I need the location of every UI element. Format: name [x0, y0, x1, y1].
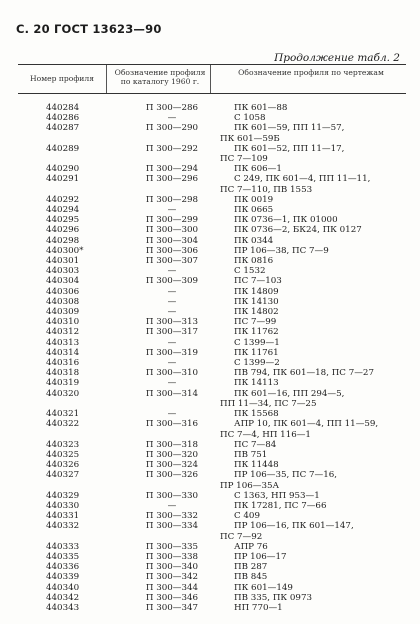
- profile-number-cell: 440319: [46, 378, 80, 389]
- profile-number-cell: 440330: [46, 500, 80, 511]
- drawing-designation-line: ПК 17281, ПС 7—66: [234, 500, 327, 511]
- drawing-designation-cell: [220, 368, 406, 378]
- catalog-designation-cell: —: [167, 500, 177, 511]
- table-row: [18, 297, 406, 307]
- drawing-designation-line: ПК 601—16, ПП 294—5,: [234, 388, 345, 399]
- profile-number-cell: 440286: [46, 113, 80, 124]
- drawing-designation-line: ПК 0816: [234, 256, 274, 267]
- catalog-designation-cell: П 300—294: [145, 164, 199, 175]
- profile-number-cell: 440287: [46, 123, 80, 134]
- drawing-designation-line: ПС 7—109: [220, 154, 268, 165]
- profile-number-cell: 440298: [46, 235, 80, 246]
- drawing-designation-line: С 1399—1: [234, 337, 280, 348]
- profile-number-cell: 440322: [46, 419, 80, 430]
- table-row: [18, 246, 406, 256]
- profile-number-cell: 440300*: [46, 245, 84, 256]
- profile-number-cell: 440295: [46, 215, 80, 226]
- catalog-designation-cell: П 300—332: [145, 511, 199, 522]
- drawing-designation-cell: [220, 276, 406, 286]
- table-row: [18, 552, 406, 562]
- drawing-designation-cell: [220, 358, 406, 368]
- table-row: [18, 583, 406, 593]
- catalog-designation-cell: П 300—342: [145, 572, 199, 583]
- catalog-designation-cell: П 300—318: [145, 439, 199, 450]
- table-row: [18, 205, 406, 215]
- drawing-designation-cell: [220, 103, 406, 113]
- drawing-designation-cell: [220, 327, 406, 337]
- profile-number-cell: 440301: [46, 256, 80, 267]
- table-continuation-label: Продолжение табл. 2: [274, 52, 400, 64]
- drawing-designation-line: ПС 7—84: [234, 439, 277, 450]
- column-divider: [106, 65, 107, 93]
- table-row: [18, 511, 406, 521]
- profiles-table: [18, 103, 406, 613]
- profile-number-cell: 440310: [46, 317, 80, 328]
- table-row: [18, 338, 406, 348]
- drawing-designation-cell: [220, 470, 406, 490]
- profile-number-cell: 440343: [46, 602, 80, 613]
- table-row: [18, 164, 406, 174]
- drawing-designation-cell: [220, 317, 406, 327]
- table-row: [18, 491, 406, 501]
- catalog-designation-cell: П 300—299: [145, 215, 199, 226]
- catalog-designation-cell: П 300—319: [145, 347, 199, 358]
- table-row: [18, 225, 406, 235]
- drawing-designation-line: ПК 606—1: [234, 164, 282, 175]
- table-row: [18, 215, 406, 225]
- drawing-designation-cell: [220, 266, 406, 276]
- drawing-designation-cell: [220, 174, 406, 194]
- profile-number-cell: 440292: [46, 194, 80, 205]
- catalog-designation-cell: П 300—313: [145, 317, 199, 328]
- table-row: [18, 460, 406, 470]
- profile-number-cell: 440333: [46, 541, 80, 552]
- profile-number-cell: 440318: [46, 368, 80, 379]
- catalog-designation-cell: П 300—317: [145, 327, 199, 338]
- drawing-designation-line: ПР 106—35, ПС 7—16,: [234, 470, 338, 481]
- drawing-designation-line: С 409: [234, 511, 260, 522]
- profile-number-cell: 440309: [46, 307, 80, 318]
- drawing-designation-line: С 1399—2: [234, 358, 280, 369]
- drawing-designation-cell: [220, 378, 406, 388]
- drawing-designation-cell: [220, 307, 406, 317]
- catalog-designation-cell: П 300—292: [145, 143, 199, 154]
- drawing-designation-line: ПС 7—99: [234, 317, 277, 328]
- drawing-designation-cell: [220, 450, 406, 460]
- drawing-designation-line: ПК 601—52, ПП 11—17,: [234, 143, 345, 154]
- drawing-designation-cell: [220, 511, 406, 521]
- table-row: [18, 103, 406, 113]
- catalog-designation-cell: П 300—310: [145, 368, 199, 379]
- profile-number-cell: 440306: [46, 286, 80, 297]
- catalog-designation-cell: П 300—298: [145, 194, 199, 205]
- catalog-designation-cell: П 300—290: [145, 123, 199, 134]
- profile-number-cell: 440327: [46, 470, 80, 481]
- drawing-designation-line: ПК 14809: [234, 286, 279, 297]
- drawing-designation-line: АПР 76: [234, 541, 268, 552]
- drawing-designation-line: ПК 601—59Б: [220, 133, 280, 144]
- table-row: [18, 572, 406, 582]
- drawing-designation-line: ПВ 794, ПК 601—18, ПС 7—27: [234, 368, 374, 379]
- table-row: [18, 409, 406, 419]
- table-row: [18, 266, 406, 276]
- drawing-designation-line: ПК 11761: [234, 347, 279, 358]
- drawing-designation-line: АПР 10, ПК 601—4, ПП 11—59,: [234, 419, 379, 430]
- table-row: [18, 276, 406, 286]
- table-row: [18, 256, 406, 266]
- drawing-designation-line: ПК 0019: [234, 194, 274, 205]
- catalog-designation-cell: П 300—324: [145, 460, 199, 471]
- drawing-designation-cell: [220, 164, 406, 174]
- catalog-designation-cell: П 300—346: [145, 592, 199, 603]
- column-header-drawings: Обозначение профиля по чертежам: [238, 68, 384, 77]
- catalog-designation-cell: —: [167, 337, 177, 348]
- table-row: [18, 470, 406, 490]
- profile-number-cell: 440331: [46, 511, 80, 522]
- header-bottom-rule: [18, 93, 406, 94]
- catalog-designation-cell: П 300—296: [145, 174, 199, 185]
- catalog-designation-cell: П 300—338: [145, 551, 199, 562]
- profile-number-cell: 440339: [46, 572, 80, 583]
- catalog-designation-cell: П 300—335: [145, 541, 199, 552]
- table-row: [18, 195, 406, 205]
- catalog-designation-cell: П 300—320: [145, 449, 199, 460]
- drawing-designation-cell: [220, 225, 406, 235]
- profile-number-cell: 440323: [46, 439, 80, 450]
- table-row: [18, 174, 406, 194]
- profile-number-cell: 440294: [46, 205, 80, 216]
- profile-number-cell: 440290: [46, 164, 80, 175]
- drawing-designation-line: ПК 601—88: [234, 103, 288, 113]
- drawing-designation-cell: [220, 593, 406, 603]
- drawing-designation-cell: [220, 195, 406, 205]
- table-row: [18, 603, 406, 613]
- profile-number-cell: 440289: [46, 143, 80, 154]
- table-row: [18, 327, 406, 337]
- table-row: [18, 236, 406, 246]
- profile-number-cell: 440329: [46, 490, 80, 501]
- drawing-designation-line: ПК 0665: [234, 205, 274, 216]
- drawing-designation-line: ПК 14113: [234, 378, 279, 389]
- drawing-designation-cell: [220, 460, 406, 470]
- catalog-designation-cell: П 300—314: [145, 388, 199, 399]
- drawing-designation-cell: [220, 562, 406, 572]
- catalog-designation-cell: П 300—344: [145, 582, 199, 593]
- drawing-designation-line: С 1363, НП 953—1: [234, 490, 320, 501]
- catalog-designation-cell: —: [167, 266, 177, 277]
- table-row: [18, 440, 406, 450]
- drawing-designation-cell: [220, 552, 406, 562]
- drawing-designation-line: ПР 106—38, ПС 7—9: [234, 245, 329, 256]
- profile-number-cell: 440296: [46, 225, 80, 236]
- catalog-designation-cell: П 300—309: [145, 276, 199, 287]
- drawing-designation-line: С 1058: [234, 113, 266, 124]
- catalog-designation-cell: П 300—307: [145, 256, 199, 267]
- profile-number-cell: 440321: [46, 409, 80, 420]
- profile-number-cell: 440303: [46, 266, 80, 277]
- drawing-designation-line: ПК 11762: [234, 327, 279, 338]
- drawing-designation-cell: [220, 440, 406, 450]
- drawing-designation-line: ПК 601—59, ПП 11—57,: [234, 123, 345, 134]
- catalog-designation-cell: П 300—304: [145, 235, 199, 246]
- profile-number-cell: 440340: [46, 582, 80, 593]
- drawing-designation-cell: [220, 287, 406, 297]
- drawing-designation-cell: [220, 419, 406, 439]
- profile-number-cell: 440291: [46, 174, 80, 185]
- drawing-designation-cell: [220, 297, 406, 307]
- drawing-designation-cell: [220, 389, 406, 409]
- table-row: [18, 348, 406, 358]
- profile-number-cell: 440313: [46, 337, 80, 348]
- profile-number-cell: 440335: [46, 551, 80, 562]
- drawing-designation-line: ПК 15568: [234, 409, 279, 420]
- table-row: [18, 450, 406, 460]
- profile-number-cell: 440304: [46, 276, 80, 287]
- drawing-designation-cell: [220, 113, 406, 123]
- drawing-designation-line: ПВ 751: [234, 449, 268, 460]
- drawing-designation-line: ПС 7—92: [220, 531, 263, 542]
- drawing-designation-line: ПР 106—16, ПК 601—147,: [234, 521, 354, 532]
- drawing-designation-cell: [220, 348, 406, 358]
- drawing-designation-cell: [220, 144, 406, 164]
- catalog-designation-cell: П 300—316: [145, 419, 199, 430]
- drawing-designation-cell: [220, 246, 406, 256]
- catalog-designation-cell: П 300—347: [145, 602, 199, 613]
- table-row: [18, 521, 406, 541]
- drawing-designation-cell: [220, 256, 406, 266]
- profile-number-cell: 440325: [46, 449, 80, 460]
- table-row: [18, 144, 406, 164]
- drawing-designation-line: ПВ 335, ПК 0973: [234, 592, 312, 603]
- profile-number-cell: 440314: [46, 347, 80, 358]
- table-row: [18, 389, 406, 409]
- drawing-designation-line: ПС 7—103: [234, 276, 282, 287]
- drawing-designation-line: ПВ 845: [234, 572, 268, 583]
- drawing-designation-line: ПК 0736—2, БК24, ПК 0127: [234, 225, 362, 236]
- catalog-designation-cell: П 300—330: [145, 490, 199, 501]
- column-header-catalog: Обозначение профиля по каталогу 1960 г.: [114, 68, 206, 86]
- profile-number-cell: 440316: [46, 358, 80, 369]
- table-row: [18, 501, 406, 511]
- drawing-designation-line: С 249, ПК 601—4, ПП 11—11,: [234, 174, 371, 185]
- table-row: [18, 562, 406, 572]
- column-header-profile-number: Номер профиля: [30, 74, 94, 83]
- drawing-designation-line: ПК 14130: [234, 296, 279, 307]
- catalog-designation-cell: —: [167, 113, 177, 124]
- table-row: [18, 368, 406, 378]
- catalog-designation-cell: —: [167, 296, 177, 307]
- drawing-designation-line: ПП 11—34, ПС 7—25: [220, 398, 317, 409]
- catalog-designation-cell: П 300—340: [145, 562, 199, 573]
- profile-number-cell: 440336: [46, 562, 80, 573]
- drawing-designation-cell: [220, 236, 406, 246]
- table-row: [18, 542, 406, 552]
- drawing-designation-line: НП 770—1: [234, 602, 283, 613]
- catalog-designation-cell: П 300—300: [145, 225, 199, 236]
- drawing-designation-cell: [220, 521, 406, 541]
- drawing-designation-line: ПР 106—17: [234, 551, 287, 562]
- drawing-designation-cell: [220, 501, 406, 511]
- drawing-designation-line: ПК 14802: [234, 307, 279, 318]
- page-title: С. 20 ГОСТ 13623—90: [16, 22, 162, 36]
- table-row: [18, 317, 406, 327]
- profile-number-cell: 440332: [46, 521, 80, 532]
- drawing-designation-cell: [220, 205, 406, 215]
- drawing-designation-line: ПК 0736—1, ПК 01000: [234, 215, 338, 226]
- table-row: [18, 123, 406, 143]
- drawing-designation-cell: [220, 583, 406, 593]
- profile-number-cell: 440308: [46, 296, 80, 307]
- drawing-designation-cell: [220, 123, 406, 143]
- drawing-designation-cell: [220, 215, 406, 225]
- catalog-designation-cell: —: [167, 409, 177, 420]
- drawing-designation-line: ПК 601—149: [234, 582, 293, 593]
- profile-number-cell: 440320: [46, 388, 80, 399]
- table-row: [18, 307, 406, 317]
- catalog-designation-cell: П 300—286: [145, 103, 199, 113]
- drawing-designation-cell: [220, 491, 406, 501]
- catalog-designation-cell: —: [167, 307, 177, 318]
- drawing-designation-line: ПР 106—35А: [220, 480, 280, 491]
- drawing-designation-line: ПС 7—4, НП 116—1: [220, 429, 311, 440]
- catalog-designation-cell: —: [167, 286, 177, 297]
- catalog-designation-cell: —: [167, 378, 177, 389]
- drawing-designation-line: ПК 11448: [234, 460, 279, 471]
- drawing-designation-cell: [220, 572, 406, 582]
- profile-number-cell: 440312: [46, 327, 80, 338]
- catalog-designation-cell: П 300—306: [145, 245, 199, 256]
- table-row: [18, 287, 406, 297]
- drawing-designation-line: ПВ 287: [234, 562, 268, 573]
- drawing-designation-line: ПС 7—110, ПВ 1553: [220, 184, 313, 195]
- drawing-designation-cell: [220, 603, 406, 613]
- catalog-designation-cell: —: [167, 358, 177, 369]
- catalog-designation-cell: П 300—326: [145, 470, 199, 481]
- profile-number-cell: 440326: [46, 460, 80, 471]
- catalog-designation-cell: П 300—334: [145, 521, 199, 532]
- table-row: [18, 593, 406, 603]
- drawing-designation-line: С 1532: [234, 266, 266, 277]
- drawing-designation-cell: [220, 542, 406, 552]
- column-divider: [210, 65, 211, 93]
- profile-number-cell: 440342: [46, 592, 80, 603]
- drawing-designation-cell: [220, 409, 406, 419]
- profile-number-cell: 440284: [46, 103, 80, 113]
- catalog-designation-cell: —: [167, 205, 177, 216]
- drawing-designation-line: ПК 0344: [234, 235, 274, 246]
- drawing-designation-cell: [220, 338, 406, 348]
- table-row: [18, 358, 406, 368]
- table-row: [18, 378, 406, 388]
- table-row: [18, 113, 406, 123]
- table-row: [18, 419, 406, 439]
- table-top-rule: [18, 64, 406, 65]
